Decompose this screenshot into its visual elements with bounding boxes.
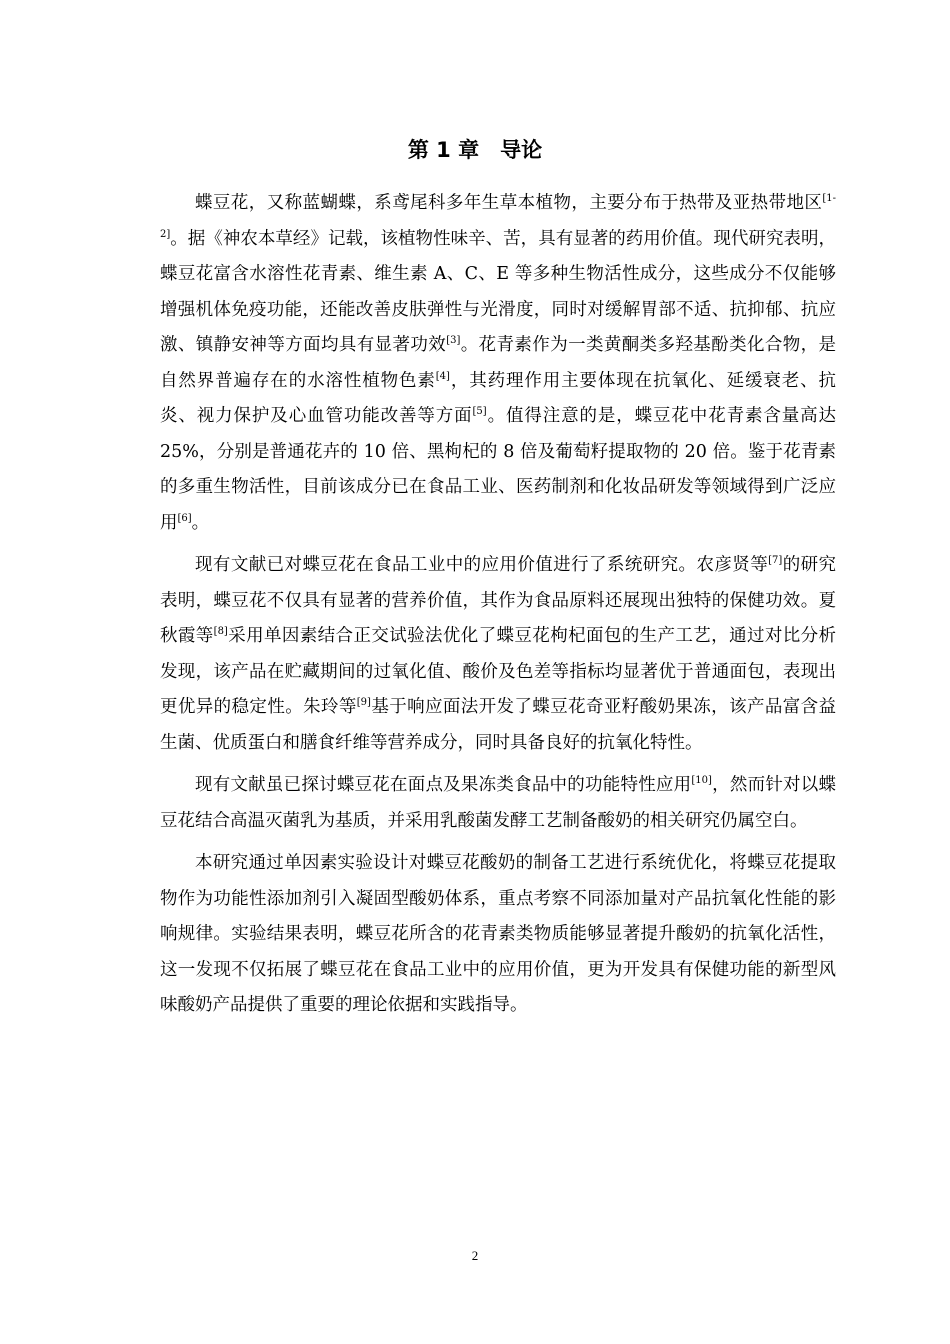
citation-superscript: [10] [691, 775, 712, 786]
paragraph [160, 768, 836, 839]
citation-superscript: [1- 2] [160, 193, 836, 240]
text-run: 蝶豆花，又称蓝蝴蝶，系鸢尾科多年生草本植物，主要分布于热带及亚热带地区 [195, 193, 823, 213]
page-number: 2 [471, 1248, 479, 1263]
paragraph [160, 186, 836, 541]
text-run: 现有文献虽已探讨蝶豆花在面点及果冻类食品中的功能特性应用 [195, 775, 692, 795]
text-run: 采用单因素结合正交试验法优化了蝶豆花枸杞面包的生产工艺，通过对比分析发现，该产品在贮藏期间的过氧化值、酸价及色差等指标均显著优于普通面包，表现出更优异的稳定性。朱玲等 [160, 626, 837, 717]
text-run: 基于响应面法开发了蝶豆花奇亚籽酸奶果冻，该产品富含益生菌、优质蛋白和膳食纤维等营养成分，同时具备良好的抗氧化特性。 [160, 697, 837, 753]
text-run: ，其药理作用主要体现在抗氧化、延缓衰老、抗炎、视力保护及心血管功能改善等方面 [160, 370, 837, 426]
paragraph [160, 846, 836, 1024]
text-run: 现有文献已对蝶豆花在食品工业中的应用价值进行了系统研究。农彦贤等 [195, 555, 769, 575]
text-run: 。据《神农本草经》记载，该植物性味辛、苦，具有显著的药用价值。现代研究表明，蝶豆花富含水溶性花青素、维生素 A、C、E 等多种生物活性成分，这些成分不仅能够增强机体免疫功能，还能改善皮肤弹性与光滑度，同时对缓解胃部不适、抗抑郁、抗应激、镇静安神等方面均具有显著功效 [160, 228, 836, 355]
text-run: 。 [191, 512, 210, 533]
text-run: 本研究通过单因素实验设计对蝶豆花酸奶的制备工艺进行系统优化，将蝶豆花提取物作为功能性添加剂引入凝固型酸奶体系，重点考察不同添加量对产品抗氧化性能的影响规律。实验结果表明，蝶豆花所含的花青素类物质能够显著提升酸奶的抗氧化活性，这一发现不仅拓展了蝶豆花在食品工业中的应用价值，更为开发具有保健功能的新型风味酸奶产品提供了重要的理论依据和实践指导。 [160, 853, 836, 1015]
citation-superscript: [6] [177, 512, 192, 524]
paragraph [160, 548, 836, 761]
citation-superscript: [5] [472, 406, 487, 417]
citation-superscript: [8] [213, 626, 228, 637]
text-run: 。值得注意的是，蝶豆花中花青素含量高达 25%，分别是普通花卉的 10 倍、黑枸杞的 8 倍及葡萄籽提取物的 20 倍。鉴于花青素的多重生物活性，目前该成分已在食品工业、医药制剂和化妆品研发等领域得到广泛应用 [160, 406, 836, 533]
text-run: 的研究表明，蝶豆花不仅具有显著的营养价值，其作为食品原料还展现出独特的保健功效。夏秋霞等 [160, 555, 837, 646]
text-run: ，然而针对以蝶豆花结合高温灭菌乳为基质，并采用乳酸菌发酵工艺制备酸奶的相关研究仍属空白。 [160, 775, 836, 831]
body-text [160, 186, 836, 1031]
citation-superscript: [9] [356, 697, 371, 708]
citation-superscript: [4] [435, 370, 450, 382]
chapter-title: 第 1 章 导论 [407, 138, 543, 162]
citation-superscript: [3] [446, 335, 461, 346]
citation-superscript: [7] [768, 555, 783, 566]
text-run: 。花青素作为一类黄酮类多羟基酚类化合物，是自然界普遍存在的水溶性植物色素 [160, 335, 837, 391]
